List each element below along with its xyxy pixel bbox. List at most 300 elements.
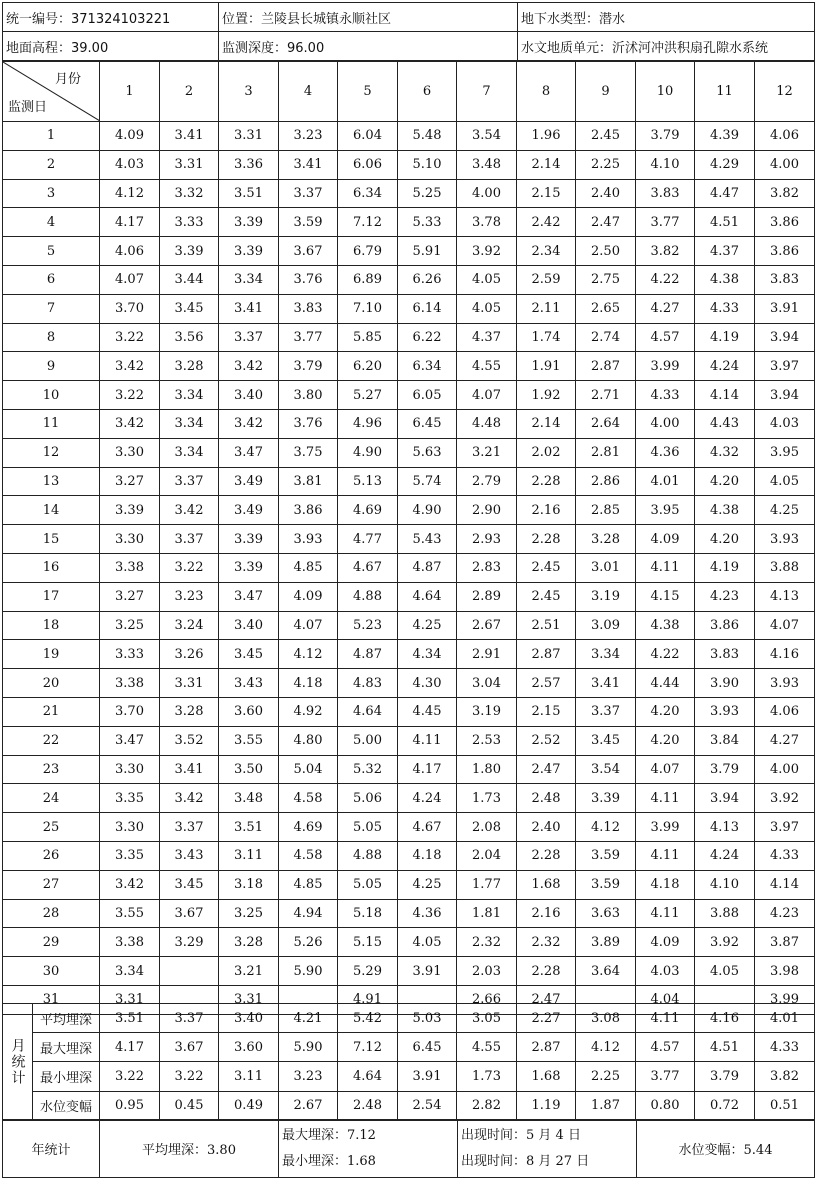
stat-label: 最小埋深 <box>33 1062 100 1091</box>
depth-cell: 4.12 <box>279 640 338 669</box>
depth-cell: 5.32 <box>338 755 398 784</box>
depth-cell: 4.55 <box>457 352 517 381</box>
table-row <box>3 813 815 842</box>
table-row <box>3 640 815 669</box>
stat-cell: 1.73 <box>457 1062 517 1091</box>
depth-cell: 3.11 <box>219 841 279 870</box>
depth-cell: 4.14 <box>755 870 815 899</box>
monthly-stats-label: 月统计 <box>3 1004 33 1121</box>
depth-cell: 1.91 <box>517 352 576 381</box>
stat-cell: 4.64 <box>338 1062 398 1091</box>
depth-cell: 3.42 <box>100 870 160 899</box>
depth-cell: 3.95 <box>755 438 815 467</box>
depth-cell: 3.28 <box>160 352 219 381</box>
depth-cell: 4.67 <box>338 553 398 582</box>
depth-cell: 2.25 <box>576 150 636 179</box>
depth-cell: 4.69 <box>279 813 338 842</box>
depth-cell: 4.20 <box>695 467 755 496</box>
depth-cell: 3.22 <box>100 323 160 352</box>
depth-cell: 3.21 <box>457 438 517 467</box>
yearly-min-time: 出现时间：8 月 27 日 <box>461 1153 590 1169</box>
depth-cell: 5.06 <box>338 784 398 813</box>
depth-cell: 4.67 <box>398 813 457 842</box>
water-type: 地下水类型：潜水 <box>518 3 815 32</box>
depth-cell: 3.41 <box>160 122 219 151</box>
ground-elevation: 地面高程：39.00 <box>3 32 219 61</box>
depth-cell <box>160 957 219 986</box>
depth-cell: 2.47 <box>517 755 576 784</box>
depth-cell: 3.86 <box>755 208 815 237</box>
depth-cell: 6.34 <box>398 352 457 381</box>
depth-cell: 3.34 <box>160 438 219 467</box>
day-label: 23 <box>3 755 100 784</box>
depth-cell: 2.47 <box>576 208 636 237</box>
table-row <box>3 525 815 554</box>
depth-cell: 3.89 <box>576 928 636 957</box>
depth-cell: 2.47 <box>517 985 576 1014</box>
stat-cell: 2.87 <box>517 1033 576 1062</box>
depth-cell: 4.06 <box>100 237 160 266</box>
depth-cell: 3.75 <box>279 438 338 467</box>
depth-cell: 3.41 <box>279 150 338 179</box>
depth-cell: 3.51 <box>219 179 279 208</box>
depth-cell: 6.22 <box>398 323 457 352</box>
depth-cell: 2.81 <box>576 438 636 467</box>
depth-cell: 2.28 <box>517 957 576 986</box>
depth-cell: 3.30 <box>100 525 160 554</box>
depth-cell: 1.68 <box>517 870 576 899</box>
table-row <box>3 841 815 870</box>
depth-cell: 4.77 <box>338 525 398 554</box>
stat-cell: 7.12 <box>338 1033 398 1062</box>
depth-cell: 3.33 <box>160 208 219 237</box>
day-label: 1 <box>3 122 100 151</box>
depth-cell: 3.19 <box>576 582 636 611</box>
stat-cell: 4.55 <box>457 1033 517 1062</box>
depth-cell: 3.60 <box>219 697 279 726</box>
depth-cell: 2.40 <box>517 813 576 842</box>
depth-cell: 3.04 <box>457 669 517 698</box>
depth-cell: 4.30 <box>398 669 457 698</box>
depth-cell: 4.00 <box>636 409 695 438</box>
depth-cell: 4.09 <box>279 582 338 611</box>
day-label: 3 <box>3 179 100 208</box>
depth-cell: 3.55 <box>219 726 279 755</box>
depth-cell: 6.79 <box>338 237 398 266</box>
month-header-label: 月份 <box>54 72 81 87</box>
depth-cell: 4.20 <box>636 726 695 755</box>
table-row <box>3 784 815 813</box>
day-label: 16 <box>3 553 100 582</box>
stat-cell: 3.60 <box>219 1033 279 1062</box>
depth-cell: 3.82 <box>636 237 695 266</box>
depth-cell: 4.00 <box>457 179 517 208</box>
table-row <box>3 928 815 957</box>
stat-cell: 3.67 <box>160 1033 219 1062</box>
depth-cell: 4.34 <box>398 640 457 669</box>
depth-cell: 3.99 <box>755 985 815 1014</box>
stat-cell: 0.49 <box>219 1091 279 1120</box>
day-header-label: 监测日 <box>8 100 48 115</box>
table-row <box>3 352 815 381</box>
depth-cell: 3.19 <box>457 697 517 726</box>
depth-cell: 4.13 <box>695 813 755 842</box>
month-header: 7 <box>457 62 517 122</box>
depth-cell: 3.28 <box>160 697 219 726</box>
stat-cell: 5.42 <box>338 1004 398 1033</box>
depth-cell: 4.05 <box>457 294 517 323</box>
depth-cell: 3.23 <box>279 122 338 151</box>
day-label: 20 <box>3 669 100 698</box>
depth-cell: 2.28 <box>517 841 576 870</box>
table-row <box>3 957 815 986</box>
depth-cell: 3.84 <box>695 726 755 755</box>
table-row <box>3 265 815 294</box>
depth-cell: 2.87 <box>517 640 576 669</box>
depth-cell: 4.05 <box>695 957 755 986</box>
depth-cell: 2.28 <box>517 525 576 554</box>
depth-cell: 3.22 <box>160 553 219 582</box>
stat-cell: 2.27 <box>517 1004 576 1033</box>
column-header-row <box>3 62 815 122</box>
stat-cell: 4.33 <box>755 1033 815 1062</box>
yearly-label: 年统计 <box>3 1120 100 1178</box>
day-label: 8 <box>3 323 100 352</box>
depth-cell: 3.59 <box>576 841 636 870</box>
day-label: 22 <box>3 726 100 755</box>
depth-cell: 6.05 <box>398 381 457 410</box>
depth-cell: 4.10 <box>636 150 695 179</box>
depth-cell: 4.92 <box>279 697 338 726</box>
depth-cell: 4.51 <box>695 208 755 237</box>
depth-cell: 3.32 <box>160 179 219 208</box>
depth-cell: 2.50 <box>576 237 636 266</box>
table-row <box>3 669 815 698</box>
stat-cell: 3.40 <box>219 1004 279 1033</box>
depth-cell: 3.45 <box>576 726 636 755</box>
depth-cell: 2.93 <box>457 525 517 554</box>
depth-cell: 1.96 <box>517 122 576 151</box>
depth-cell: 2.75 <box>576 265 636 294</box>
table-row <box>3 870 815 899</box>
yearly-stats-table <box>2 1119 815 1178</box>
depth-cell: 3.36 <box>219 150 279 179</box>
stat-cell: 4.57 <box>636 1033 695 1062</box>
table-row <box>3 208 815 237</box>
depth-cell: 4.91 <box>338 985 398 1014</box>
depth-cell: 2.16 <box>517 496 576 525</box>
depth-cell: 2.91 <box>457 640 517 669</box>
depth-cell: 4.07 <box>755 611 815 640</box>
yearly-min-depth: 最小埋深：1.68 <box>282 1153 376 1169</box>
depth-cell: 3.31 <box>160 669 219 698</box>
table-row <box>3 899 815 928</box>
depth-cell: 4.00 <box>755 150 815 179</box>
depth-cell: 5.29 <box>338 957 398 986</box>
stat-cell: 3.79 <box>695 1062 755 1091</box>
depth-cell: 4.88 <box>338 582 398 611</box>
depth-cell: 4.58 <box>279 841 338 870</box>
depth-cell: 4.27 <box>755 726 815 755</box>
depth-cell: 4.12 <box>576 813 636 842</box>
day-label: 31 <box>3 985 100 1014</box>
depth-cell: 3.52 <box>160 726 219 755</box>
depth-cell: 6.04 <box>338 122 398 151</box>
depth-cell: 6.14 <box>398 294 457 323</box>
depth-cell: 4.03 <box>636 957 695 986</box>
depth-cell: 3.64 <box>576 957 636 986</box>
table-row <box>3 553 815 582</box>
stat-label: 水位变幅 <box>33 1091 100 1120</box>
stat-cell: 3.91 <box>398 1062 457 1091</box>
yearly-max-time: 出现时间：5 月 4 日 <box>461 1127 581 1143</box>
depth-cell: 4.25 <box>755 496 815 525</box>
depth-cell: 4.83 <box>338 669 398 698</box>
depth-cell: 2.74 <box>576 323 636 352</box>
depth-cell: 5.18 <box>338 899 398 928</box>
depth-cell: 4.88 <box>338 841 398 870</box>
table-row <box>3 726 815 755</box>
depth-cell: 3.27 <box>100 467 160 496</box>
monitoring-depth: 监测深度：96.00 <box>219 32 518 61</box>
stat-cell: 3.23 <box>279 1062 338 1091</box>
depth-cell: 3.83 <box>695 640 755 669</box>
depth-cell: 3.54 <box>457 122 517 151</box>
day-label: 24 <box>3 784 100 813</box>
stat-cell: 2.48 <box>338 1091 398 1120</box>
depth-cell: 2.64 <box>576 409 636 438</box>
month-header: 12 <box>755 62 815 122</box>
depth-cell: 3.83 <box>755 265 815 294</box>
depth-cell: 3.51 <box>219 813 279 842</box>
depth-cell: 3.94 <box>755 323 815 352</box>
depth-cell: 1.77 <box>457 870 517 899</box>
depth-cell: 4.19 <box>695 323 755 352</box>
depth-cell: 3.86 <box>695 611 755 640</box>
depth-cell: 4.05 <box>755 467 815 496</box>
depth-cell: 3.90 <box>695 669 755 698</box>
stat-cell: 4.17 <box>100 1033 160 1062</box>
depth-cell: 3.77 <box>636 208 695 237</box>
depth-cell: 3.26 <box>160 640 219 669</box>
day-label: 19 <box>3 640 100 669</box>
stat-cell: 0.51 <box>755 1091 815 1120</box>
depth-cell: 4.36 <box>398 899 457 928</box>
depth-cell: 3.59 <box>279 208 338 237</box>
depth-cell: 4.24 <box>695 352 755 381</box>
depth-cell: 4.03 <box>755 409 815 438</box>
depth-cell: 3.93 <box>755 669 815 698</box>
depth-cell: 2.45 <box>517 582 576 611</box>
depth-cell: 1.92 <box>517 381 576 410</box>
depth-cell: 3.28 <box>576 525 636 554</box>
stat-cell: 2.82 <box>457 1091 517 1120</box>
depth-cell: 5.33 <box>398 208 457 237</box>
depth-cell: 3.83 <box>636 179 695 208</box>
table-row <box>3 438 815 467</box>
stat-row <box>3 1033 815 1062</box>
depth-cell: 5.05 <box>338 870 398 899</box>
depth-cell: 3.39 <box>100 496 160 525</box>
month-header: 2 <box>160 62 219 122</box>
depth-cell: 3.39 <box>219 525 279 554</box>
depth-cell: 4.38 <box>695 496 755 525</box>
depth-cell: 3.22 <box>100 381 160 410</box>
depth-cell: 4.64 <box>398 582 457 611</box>
stat-cell: 3.08 <box>576 1004 636 1033</box>
stat-cell: 6.45 <box>398 1033 457 1062</box>
depth-cell: 4.24 <box>695 841 755 870</box>
stat-cell: 4.51 <box>695 1033 755 1062</box>
depth-cell: 3.42 <box>219 352 279 381</box>
depth-cell: 2.89 <box>457 582 517 611</box>
depth-cell: 4.94 <box>279 899 338 928</box>
depth-cell: 6.26 <box>398 265 457 294</box>
depth-cell: 7.12 <box>338 208 398 237</box>
depth-cell: 3.97 <box>755 813 815 842</box>
depth-cell: 2.32 <box>517 928 576 957</box>
depth-cell: 3.47 <box>100 726 160 755</box>
depth-cell: 5.48 <box>398 122 457 151</box>
depth-cell: 4.25 <box>398 870 457 899</box>
depth-cell: 4.36 <box>636 438 695 467</box>
stat-cell: 3.22 <box>100 1062 160 1091</box>
depth-cell: 3.42 <box>100 409 160 438</box>
depth-cell: 1.73 <box>457 784 517 813</box>
depth-cell: 3.35 <box>100 841 160 870</box>
depth-cell: 4.33 <box>636 381 695 410</box>
depth-cell: 2.90 <box>457 496 517 525</box>
depth-cell: 3.92 <box>457 237 517 266</box>
depth-cell: 3.41 <box>576 669 636 698</box>
depth-cell: 3.31 <box>219 122 279 151</box>
depth-cell: 4.12 <box>100 179 160 208</box>
depth-cell: 3.34 <box>576 640 636 669</box>
depth-cell: 2.14 <box>517 150 576 179</box>
depth-cell: 3.31 <box>160 150 219 179</box>
stat-row <box>3 1004 815 1033</box>
depth-cell: 3.37 <box>160 813 219 842</box>
month-header: 3 <box>219 62 279 122</box>
day-label: 25 <box>3 813 100 842</box>
depth-cell: 3.49 <box>219 467 279 496</box>
depth-cell: 4.22 <box>636 265 695 294</box>
yearly-max-depth: 最大埋深：7.12 <box>282 1127 376 1143</box>
depth-cell: 3.70 <box>100 697 160 726</box>
depth-cell: 5.90 <box>279 957 338 986</box>
depth-cell: 4.85 <box>279 553 338 582</box>
depth-cell: 4.18 <box>636 870 695 899</box>
depth-cell: 3.30 <box>100 438 160 467</box>
depth-cell: 2.66 <box>457 985 517 1014</box>
depth-cell: 3.43 <box>219 669 279 698</box>
stat-cell: 0.95 <box>100 1091 160 1120</box>
depth-cell: 3.34 <box>160 381 219 410</box>
depth-cell: 2.11 <box>517 294 576 323</box>
depth-cell: 4.44 <box>636 669 695 698</box>
depth-cell: 5.43 <box>398 525 457 554</box>
depth-cell: 3.67 <box>279 237 338 266</box>
depth-cell: 3.99 <box>636 813 695 842</box>
depth-cell: 3.94 <box>755 381 815 410</box>
depth-cell: 4.90 <box>398 496 457 525</box>
yearly-times <box>458 1120 637 1178</box>
depth-cell: 4.48 <box>457 409 517 438</box>
station-id: 统一编号：371324103221 <box>3 3 219 32</box>
depth-cell: 5.26 <box>279 928 338 957</box>
stat-cell: 1.87 <box>576 1091 636 1120</box>
depth-cell: 3.86 <box>279 496 338 525</box>
depth-cell: 3.76 <box>279 409 338 438</box>
depth-cell: 3.55 <box>100 899 160 928</box>
depth-cell: 4.07 <box>279 611 338 640</box>
depth-cell: 3.25 <box>219 899 279 928</box>
depth-cell: 4.69 <box>338 496 398 525</box>
depth-cell: 4.18 <box>279 669 338 698</box>
depth-cell: 4.38 <box>636 611 695 640</box>
depth-cell: 3.31 <box>100 985 160 1014</box>
table-row <box>3 755 815 784</box>
depth-cell: 2.65 <box>576 294 636 323</box>
depth-cell: 5.91 <box>398 237 457 266</box>
depth-cell: 4.37 <box>457 323 517 352</box>
depth-cell: 3.35 <box>100 784 160 813</box>
depth-cell: 4.23 <box>755 899 815 928</box>
depth-cell: 4.33 <box>695 294 755 323</box>
depth-cell: 3.79 <box>279 352 338 381</box>
depth-cell: 4.39 <box>695 122 755 151</box>
day-label: 4 <box>3 208 100 237</box>
depth-cell: 3.59 <box>576 870 636 899</box>
table-row <box>3 697 815 726</box>
daily-table <box>2 61 815 1015</box>
depth-cell: 6.45 <box>398 409 457 438</box>
monthly-stats-table <box>2 1003 815 1121</box>
depth-cell: 2.15 <box>517 697 576 726</box>
table-row <box>3 323 815 352</box>
depth-cell: 5.27 <box>338 381 398 410</box>
day-label: 7 <box>3 294 100 323</box>
depth-cell: 2.53 <box>457 726 517 755</box>
depth-cell: 3.37 <box>279 179 338 208</box>
depth-cell: 2.04 <box>457 841 517 870</box>
depth-cell: 4.09 <box>636 525 695 554</box>
depth-cell: 3.42 <box>160 496 219 525</box>
depth-cell: 3.56 <box>160 323 219 352</box>
depth-cell: 4.05 <box>398 928 457 957</box>
depth-cell: 4.80 <box>279 726 338 755</box>
depth-cell: 3.92 <box>695 928 755 957</box>
depth-cell: 3.43 <box>160 841 219 870</box>
day-label: 30 <box>3 957 100 986</box>
depth-cell: 4.20 <box>695 525 755 554</box>
month-header: 11 <box>695 62 755 122</box>
depth-cell: 2.87 <box>576 352 636 381</box>
depth-cell: 4.27 <box>636 294 695 323</box>
depth-cell: 2.16 <box>517 899 576 928</box>
day-label: 2 <box>3 150 100 179</box>
day-label: 27 <box>3 870 100 899</box>
depth-cell: 3.18 <box>219 870 279 899</box>
depth-cell: 3.39 <box>219 208 279 237</box>
day-label: 6 <box>3 265 100 294</box>
yearly-extremes <box>279 1120 458 1178</box>
depth-cell: 3.93 <box>695 697 755 726</box>
depth-cell: 4.11 <box>636 784 695 813</box>
depth-cell: 4.85 <box>279 870 338 899</box>
depth-cell: 3.76 <box>279 265 338 294</box>
depth-cell: 4.05 <box>457 265 517 294</box>
